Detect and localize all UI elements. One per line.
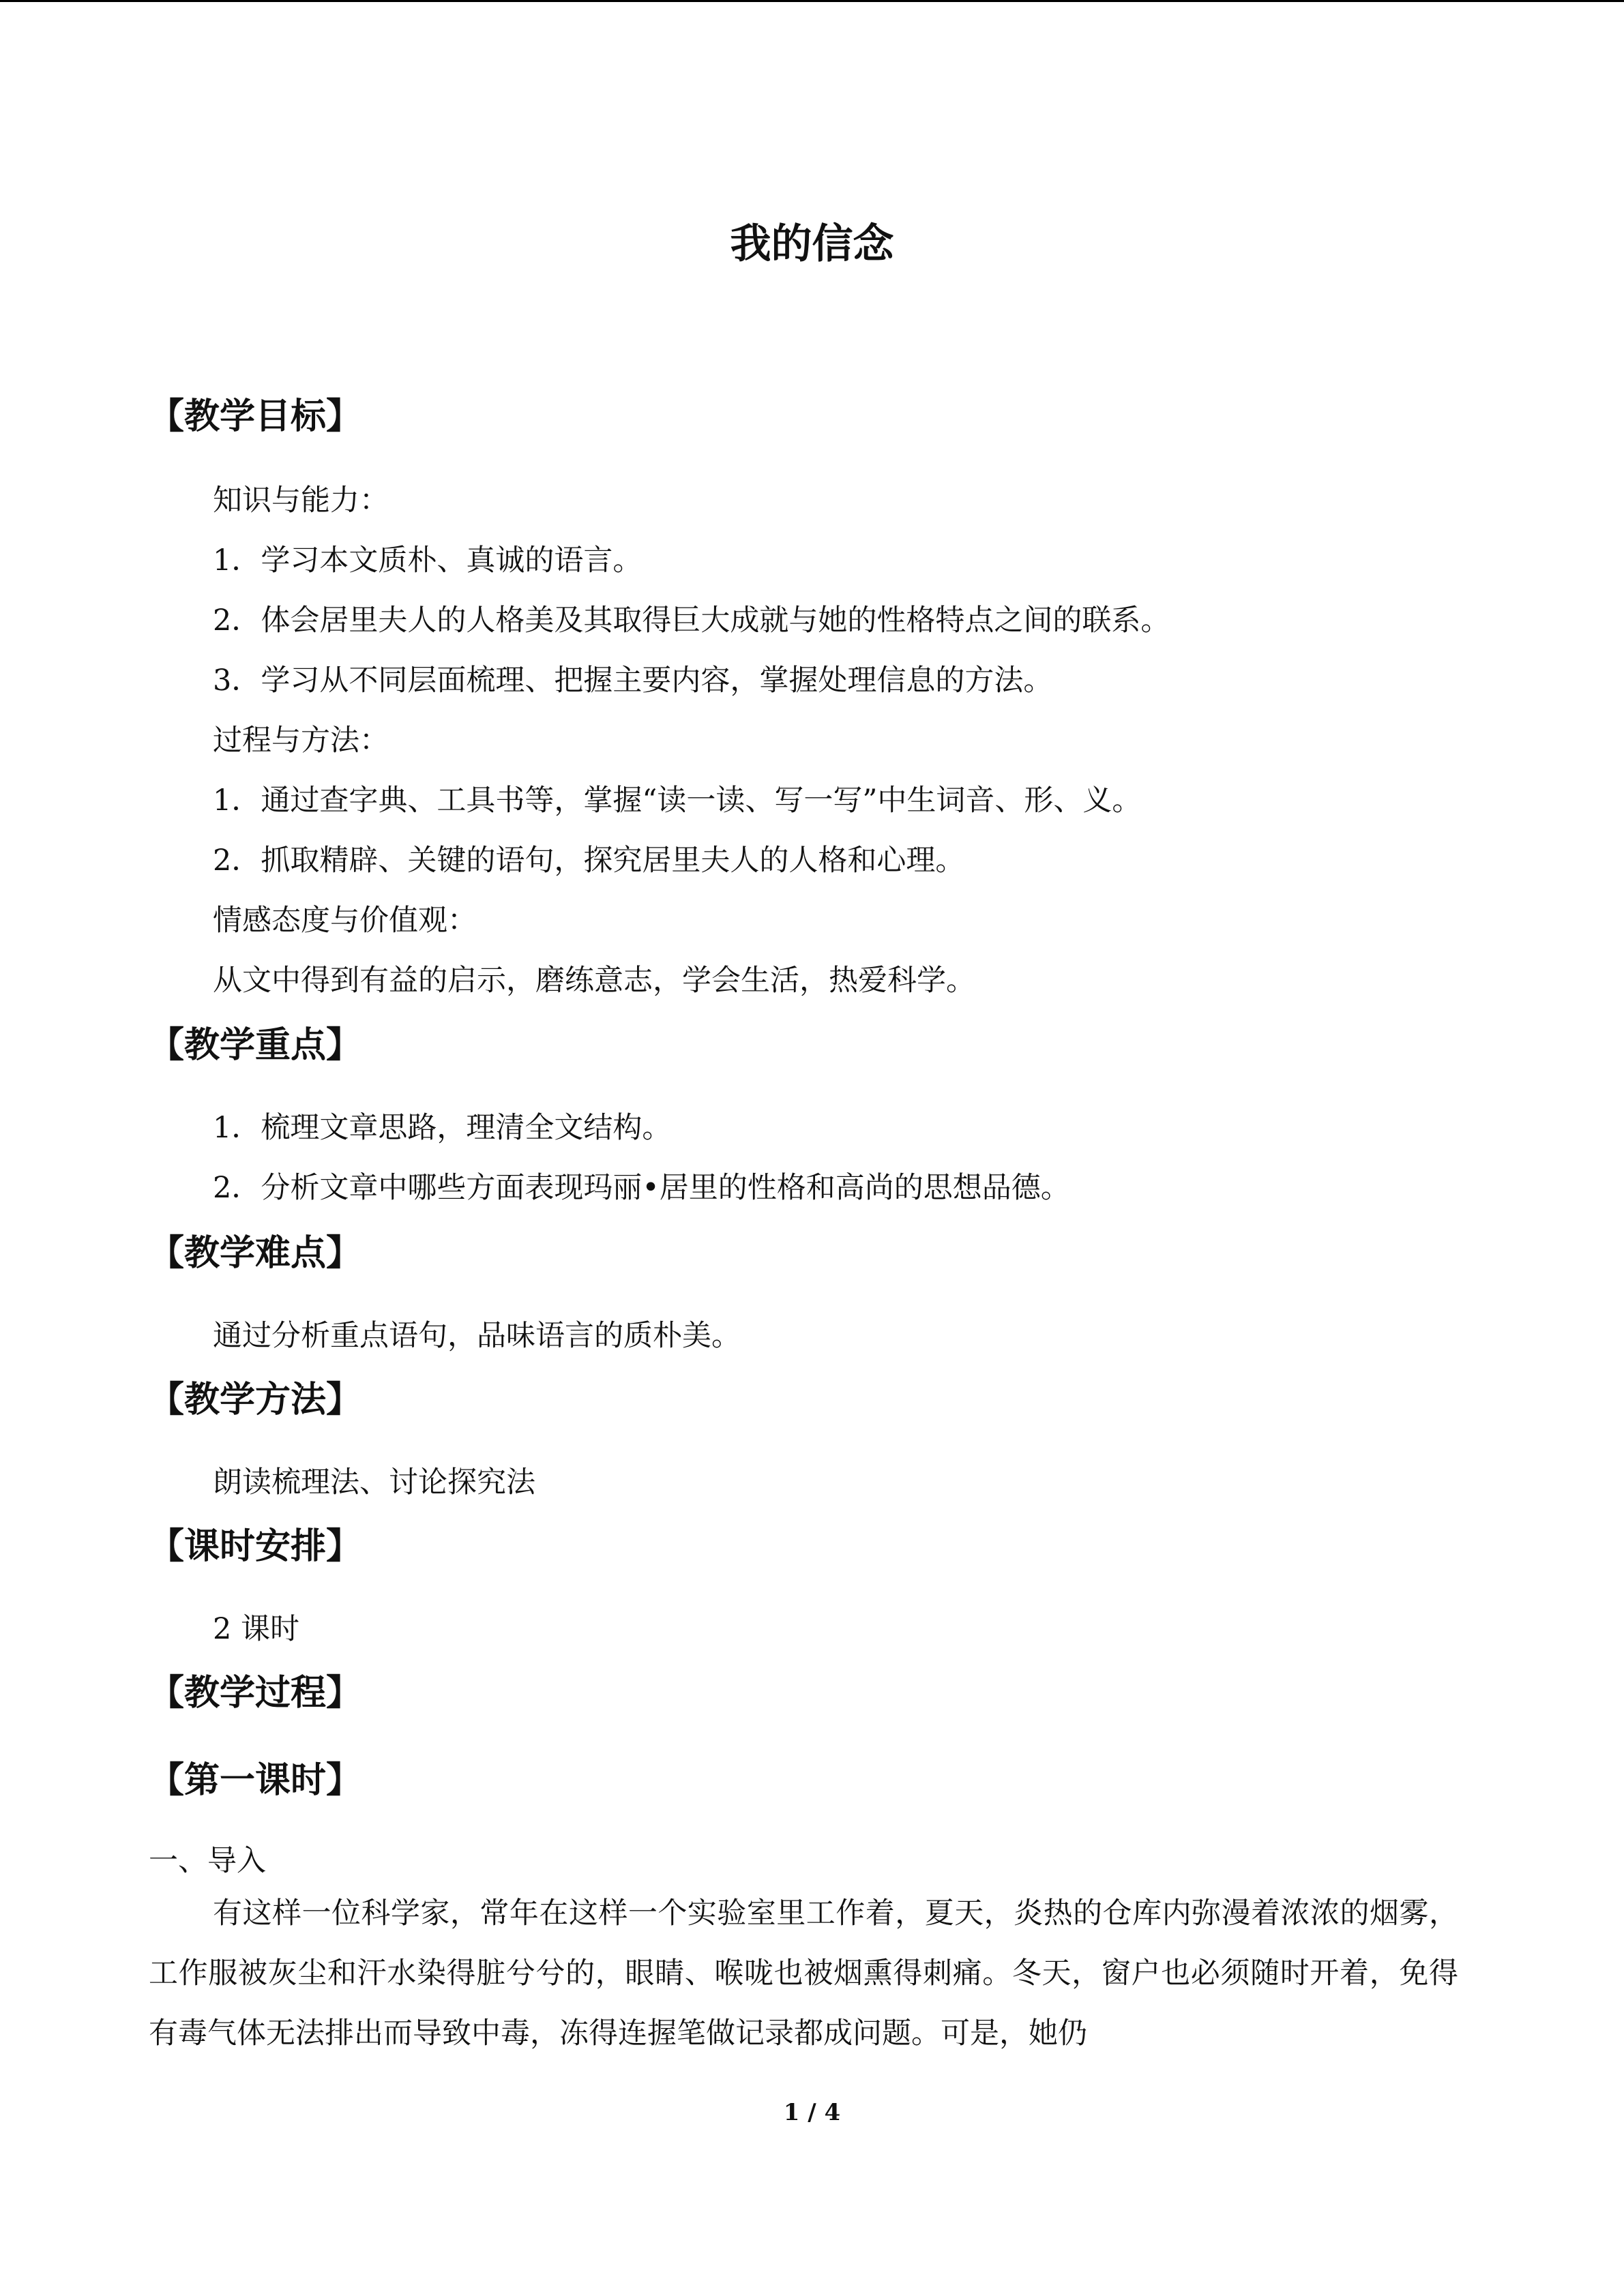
knowledge-item-2: 2．体会居里夫人的人格美及其取得巨大成就与她的性格特点之间的联系。 bbox=[213, 603, 1170, 638]
heading-teaching-goals: 【教学目标】 bbox=[149, 396, 362, 437]
process-item-2: 2．抓取精辟、关键的语句，探究居里夫人的人格和心理。 bbox=[213, 844, 965, 878]
document-title: 我的信念 bbox=[730, 220, 894, 268]
key-point-1: 1．梳理文章思路，理清全文结构。 bbox=[213, 1111, 672, 1145]
emotion-label: 情感态度与价值观： bbox=[213, 904, 477, 938]
methods-text: 朗读梳理法、讨论探究法 bbox=[213, 1465, 535, 1500]
key-point-2: 2．分析文章中哪些方面表现玛丽•居里的性格和高尚的思想品德。 bbox=[213, 1171, 1070, 1205]
page-number: 1 / 4 bbox=[783, 2099, 841, 2126]
heading-difficulties: 【教学难点】 bbox=[149, 1233, 362, 1274]
heading-methods: 【教学方法】 bbox=[149, 1380, 362, 1420]
process-item-1: 1．通过查字典、工具书等，掌握“读一读、写一写”中生词音、形、义。 bbox=[213, 784, 1142, 818]
intro-paragraph: 有这样一位科学家，常年在这样一个实验室里工作着，夏天，炎热的仓库内弥漫着浓浓的烟雾，工作服被灰尘和汗水染得脏兮兮的，眼睛、喉咙也被烟熏得刺痛。冬天，窗户也必须随时开着，免得有毒气体无法排出而导致中毒，冻得连握笔做记录都成问题。可是，她仍 bbox=[149, 1896, 1458, 2051]
heading-key-points: 【教学重点】 bbox=[149, 1025, 362, 1066]
knowledge-item-3: 3．学习从不同层面梳理、把握主要内容，掌握处理信息的方法。 bbox=[213, 664, 1053, 698]
difficulty-text: 通过分析重点语句，品味语言的质朴美。 bbox=[213, 1319, 741, 1353]
knowledge-item-1: 1．学习本文质朴、真诚的语言。 bbox=[213, 543, 643, 578]
emotion-text: 从文中得到有益的启示，磨练意志，学会生活，热爱科学。 bbox=[213, 964, 975, 998]
heading-schedule: 【课时安排】 bbox=[149, 1526, 362, 1567]
knowledge-label: 知识与能力： bbox=[213, 483, 389, 518]
process-label: 过程与方法： bbox=[213, 724, 389, 758]
schedule-text: 2 课时 bbox=[213, 1612, 300, 1646]
intro-label: 一、导入 bbox=[149, 1844, 266, 1878]
heading-teaching-process: 【教学过程】 bbox=[149, 1673, 362, 1714]
top-border-line bbox=[0, 0, 1624, 2]
heading-lesson-one: 【第一课时】 bbox=[149, 1760, 362, 1801]
